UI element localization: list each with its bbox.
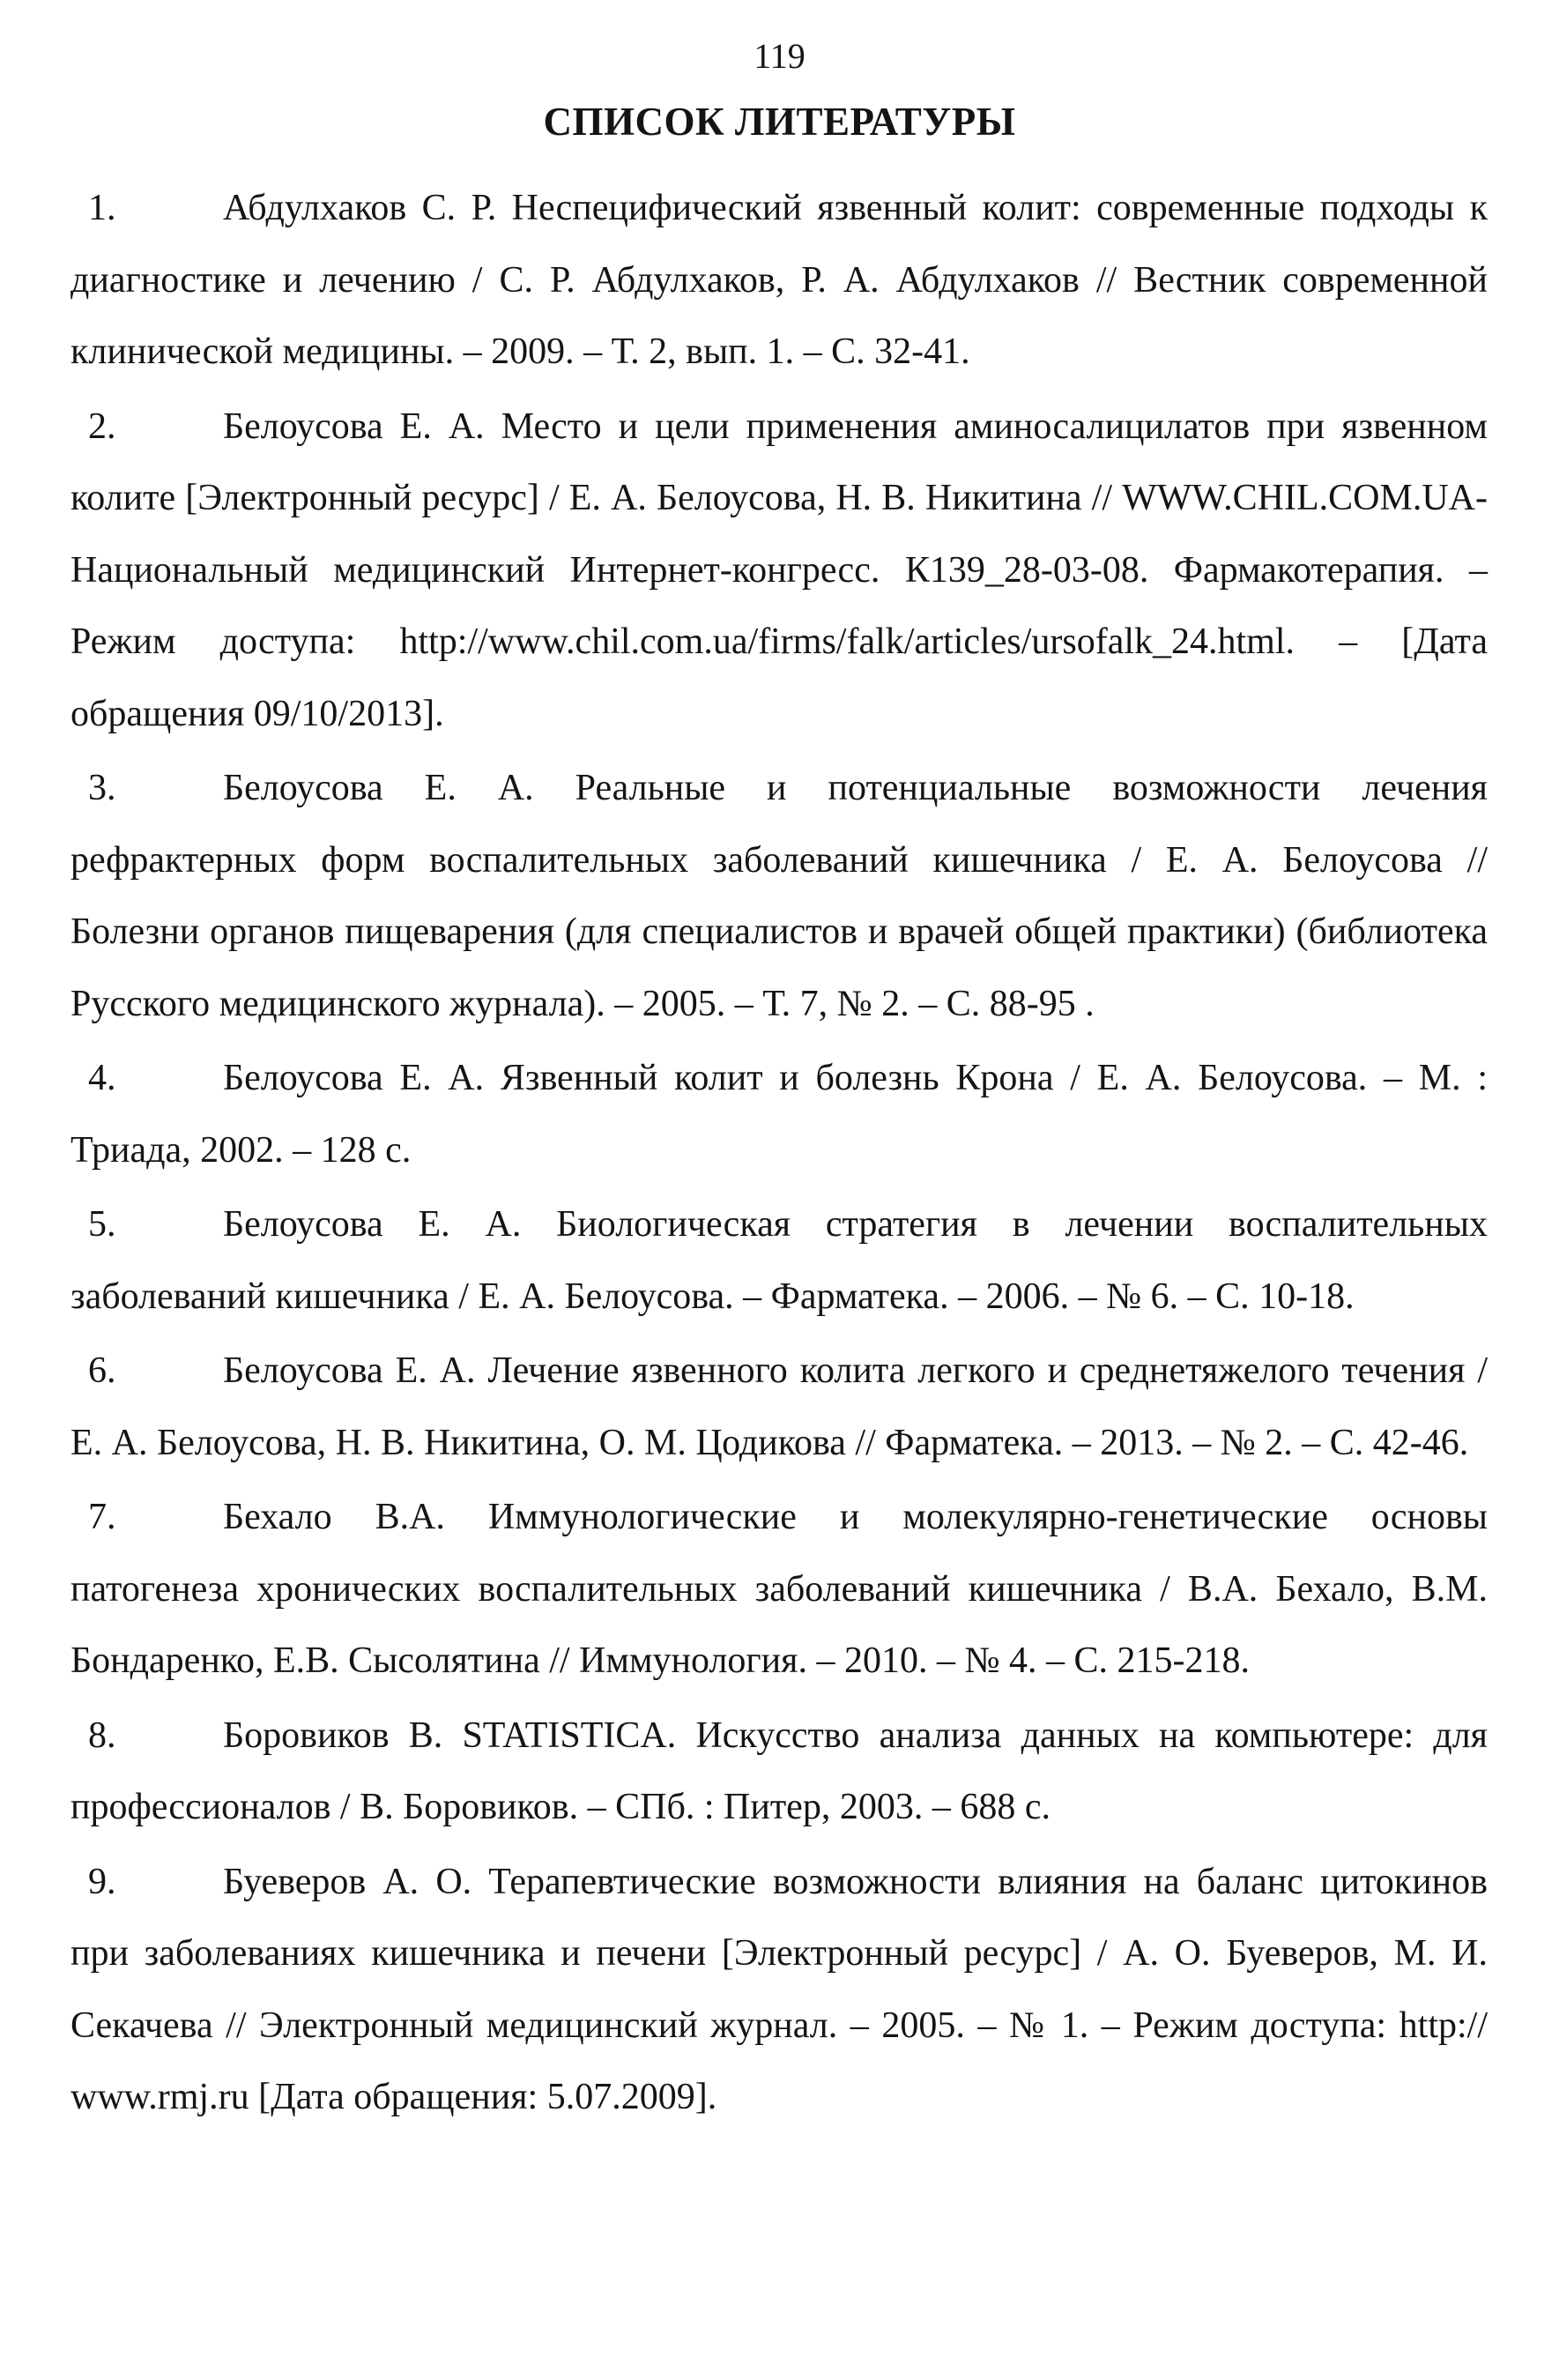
reference-text: Абдулхаков С. Р. Неспецифический язвенный колит: современные подходы к диагностике и лечению / С. Р. Абдулхаков, Р. А. Абдулхаков // Вестник современной клинической медицины. – 2009. – Т. 2, вып. 1. – С. 32-41.: [71, 188, 1488, 372]
reference-item: [71, 391, 1488, 751]
reference-number: 6.: [88, 1350, 116, 1391]
reference-number: 8.: [88, 1714, 116, 1756]
reference-number: 2.: [88, 405, 116, 447]
page-title: СПИСОК ЛИТЕРАТУРЫ: [543, 100, 1016, 144]
page-number: 119: [754, 36, 805, 76]
reference-text: Белоусова Е. А. Место и цели применения аминосалицилатов при язвенном колите [Электронный ресурс] / Е. А. Белоусова, Н. В. Никитина // WWW.CHIL.COM.UA- Национальный медицинский Интернет-конгресс. К139_28-03-08. Фармакотерапия. – Режим доступа: http://www.chil.com.ua/firms/falk/articles/ursofalk_24.html. – [Дата обращения 09/10/2013].: [71, 405, 1488, 734]
reference-item: [71, 1700, 1488, 1844]
reference-list: [71, 173, 1488, 2137]
reference-number: 5.: [88, 1204, 116, 1245]
reference-number: 7.: [88, 1497, 116, 1537]
reference-number: 9.: [88, 1861, 116, 1902]
reference-text: Белоусова Е. А. Язвенный колит и болезнь Крона / Е. А. Белоусова. – М. : Триада, 2002. – 128 с.: [71, 1058, 1488, 1171]
reference-text: Белоусова Е. А. Реальные и потенциальные возможности лечения рефрактерных форм воспалительных заболеваний кишечника / Е. А. Белоусова // Болезни органов пищеварения (для специалистов и врачей общей практики) (библиотека Русского медицинского журнала). – 2005. – Т. 7, № 2. – С. 88-95 .: [71, 768, 1488, 1024]
reference-item: [71, 1482, 1488, 1698]
reference-item: [71, 753, 1488, 1040]
reference-item: [71, 1189, 1488, 1333]
reference-item: [71, 1043, 1488, 1186]
reference-item: [71, 173, 1488, 389]
reference-number: 3.: [88, 768, 116, 808]
reference-number: 1.: [88, 188, 116, 228]
reference-text: Боровиков В. STATISTICA. Искусство анализа данных на компьютере: для профессионалов / В. Боровиков. – СПб. : Питер, 2003. – 688 с.: [71, 1714, 1488, 1827]
reference-text: Белоусова Е. А. Биологическая стратегия в лечении воспалительных заболеваний кишечника / Е. А. Белоусова. – Фарматека. – 2006. – № 6. – С. 10-18.: [71, 1204, 1488, 1317]
reference-text: Бехало В.А. Иммунологические и молекулярно-генетические основы патогенеза хронических воспалительных заболеваний кишечника / В.А. Бехало, В.М. Бондаренко, Е.В. Сысолятина // Иммунология. – 2010. – № 4. – С. 215-218.: [71, 1497, 1488, 1681]
reference-number: 4.: [88, 1058, 116, 1098]
reference-text: Буеверов А. О. Терапевтические возможности влияния на баланс цитокинов при заболеваниях кишечника и печени [Электронный ресурс] / А. О. Буеверов, М. И. Секачева // Электронный медицинский журнал. – 2005. – № 1. – Режим доступа: http:// www.rmj.ru [Дата обращения: 5.07.2009].: [71, 1861, 1488, 2117]
reference-text: Белоусова Е. А. Лечение язвенного колита легкого и среднетяжелого течения / Е. А. Белоусова, Н. В. Никитина, О. М. Цодикова // Фарматека. – 2013. – № 2. – С. 42-46.: [71, 1350, 1488, 1463]
reference-item: [71, 1847, 1488, 2134]
reference-item: [71, 1335, 1488, 1479]
